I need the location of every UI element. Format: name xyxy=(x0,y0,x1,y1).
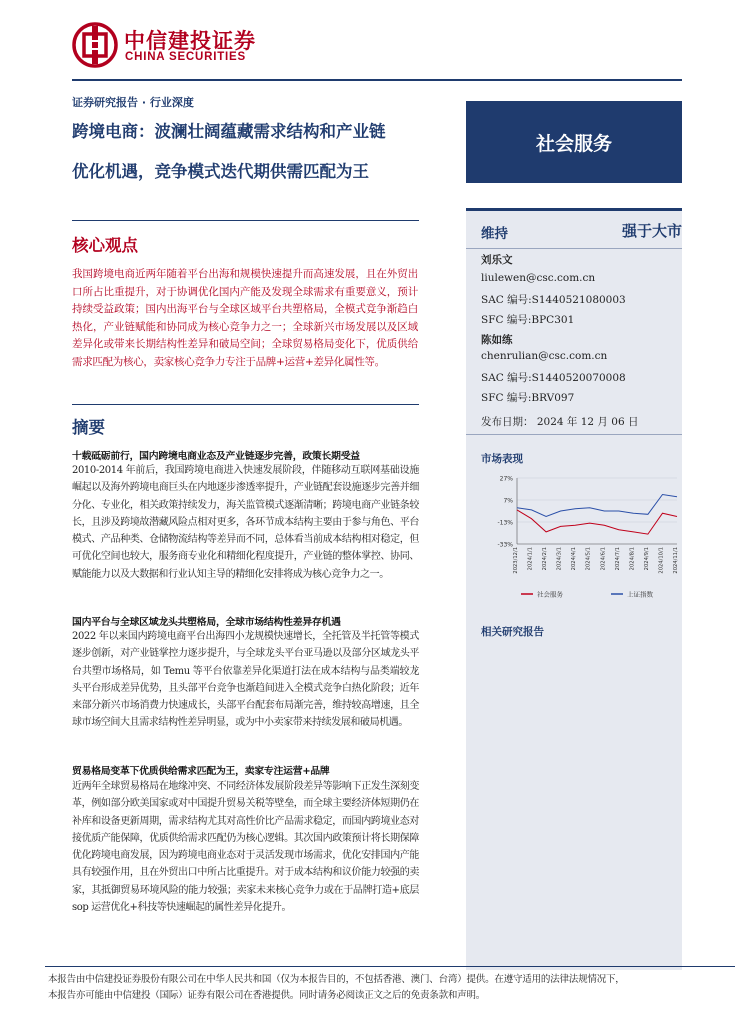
section-divider xyxy=(72,220,419,221)
sidebar-divider xyxy=(466,248,682,249)
analyst-email[interactable]: liulewen@csc.com.cn xyxy=(481,272,596,284)
summary-section-body: 近两年全球贸易格局在地缘冲突、不同经济体发展阶段差异等影响下正发生深刻变革，例如部分欧美国家或对中国提升贸易关税等壁垒，而全球主要经济体短期仍在补库和设备更新周期，需求结构尤其对高性价比产品需求稳定，而国内跨境业态对接优质产能保障，优质供给需求匹配仍为核心逻辑。其次国内政策预计将长期保障优化跨境电商发展，因为跨境电商业态对于灵活发现市场需求，优化安排国内产能具有较强作用，且在外贸出口中所占比重提升。对于成本结构和议价能力较强的卖家，其抵御贸易环境风险的能力较强；卖家未来核心竞争力或在于品牌打造+底层 sop 运营优化+科技等快速崛起的属性差异化提升。 xyxy=(72,781,419,914)
citic-logo-icon xyxy=(72,22,118,68)
summary-heading: 摘要 xyxy=(72,418,105,437)
chart-x-tick-label: 2024/7/1 xyxy=(614,547,621,571)
rating-action: 维持 xyxy=(481,226,508,242)
rating-value: 强于大市 xyxy=(622,222,683,240)
chart-x-tick-label: 2024/5/1 xyxy=(585,547,592,571)
chart-y-tick-label: 7% xyxy=(503,497,513,505)
chart-x-tick-label: 2024/2/1 xyxy=(542,547,549,571)
chart-x-tick-label: 2024/10/1 xyxy=(658,547,665,574)
sector-badge: 社会服务 xyxy=(466,101,682,183)
disclaimer-line: 本报告亦可能由中信建投（国际）证券有限公司在香港提供。同时请务必阅读正文之后的免责条款和声明。 xyxy=(48,990,486,1001)
summary-section-heading: 贸易格局变革下优质供给需求匹配为王，卖家专注运营+品牌 xyxy=(72,766,330,777)
chart-y-tick-label: -13% xyxy=(497,519,513,527)
disclaimer xyxy=(48,972,738,1004)
sidebar-divider xyxy=(466,434,682,435)
analyst-name: 陈如练 xyxy=(481,334,513,346)
chart-x-tick-label: 2024/4/1 xyxy=(571,547,578,571)
logo-chinese-name: 中信建投证券 xyxy=(124,29,256,53)
chart-series-line xyxy=(517,495,677,517)
chart-x-tick-label: 2024/3/1 xyxy=(556,547,563,571)
core-view-text: 我国跨境电商近两年随着平台出海和规模快速提升而高速发展，且在外贸出口所占比重提升，对于协调优化国内产能及发现全球需求有重要意义，预计持续受益政策；国内出海平台与全球区域平台共塑格局，全模式竞争渐趋白热化，产业链赋能和协同成为核心竞争力之一；全球新兴市场发展以及区域差异化或带来长期结构性差异和破局空间；全球贸易格局变化下，优质供给需求匹配为核心，卖家核心竞争力专注于品牌+运营+差异化属性等。 xyxy=(72,268,418,368)
chart-legend-label: 社会服务 xyxy=(537,590,563,599)
chart-x-tick-label: 2024/11/1 xyxy=(673,547,679,574)
chart-legend-label: 上证指数 xyxy=(627,590,653,599)
chart-x-tick-label: 2024/9/1 xyxy=(643,547,650,571)
summary-section-heading: 国内平台与全球区域龙头共塑格局，全球市场结构性差异存机遇 xyxy=(72,617,341,628)
chart-x-tick-label: 2024/6/1 xyxy=(600,547,607,571)
analyst-sac-id: SAC 编号:S1440521080003 xyxy=(481,294,626,306)
analyst-sfc-id: SFC 编号:BPC301 xyxy=(481,314,575,326)
summary-section-heading: 十载砥砺前行，国内跨境电商业态及产业链逐步完善，政策长期受益 xyxy=(72,451,360,462)
header-divider xyxy=(72,79,682,81)
chart-title: 市场表现 xyxy=(481,453,523,465)
report-title-line-1: 跨境电商：波澜壮阔蕴藏需求结构和产业链 xyxy=(72,122,386,141)
report-title-line-2: 优化机遇，竞争模式迭代期供需匹配为王 xyxy=(72,162,369,181)
chart-x-tick-label: 2023/12/1 xyxy=(513,547,519,574)
core-view-heading: 核心观点 xyxy=(72,236,138,255)
analyst-sac-id: SAC 编号:S1440520070008 xyxy=(481,372,626,384)
publish-date: 发布日期： 2024 年 12 月 06 日 xyxy=(481,416,639,428)
analyst-email[interactable]: chenrulian@csc.com.cn xyxy=(481,350,608,362)
market-performance-chart xyxy=(481,466,681,606)
chart-y-tick-label: 27% xyxy=(499,475,513,483)
chart-y-tick-label: -33% xyxy=(497,541,513,549)
section-divider xyxy=(72,404,419,405)
summary-section-body: 2022 年以来国内跨境电商平台出海四小龙规模快速增长，全托管及半托管等模式逐步创新，对产业链掌控力逐步提升，与全球龙头平台亚马逊以及部分区域龙头平台共塑市场格局，如 Temu 等平台依靠差异化渠道打法在成本结构与品类端较龙头平台形成差异优势，且头部平台竞争也渐趋间进入全模式竞争白热化阶段；近年来部分新兴市场消费力快速成长，头部平台配套布局渐完善，维持较高增速，且全球市场空间大且需求结构性差异明显，或为中小卖家带来持续发展和破局机遇。 xyxy=(72,631,419,729)
company-logo xyxy=(72,22,262,68)
related-reports-heading: 相关研究报告 xyxy=(481,626,544,638)
analyst-name: 刘乐文 xyxy=(481,254,513,266)
logo-english-name: CHINA SECURITIES xyxy=(125,51,246,63)
disclaimer-line: 本报告由中信建投证券股份有限公司在中华人民共和国（仅为本报告目的，不包括香港、澳门、台湾）提供。在遵守适用的法律法规情况下， xyxy=(48,974,625,985)
analyst-sfc-id: SFC 编号:BRV097 xyxy=(481,392,575,404)
chart-x-tick-label: 2024/8/1 xyxy=(629,547,636,571)
report-type: 证券研究报告 · 行业深度 xyxy=(72,96,194,109)
footer-divider xyxy=(45,966,735,967)
summary-section-body: 2010-2014 年前后，我国跨境电商进入快速发展阶段，伴随移动互联网基础设施崛起以及海外跨境电商巨头在内地逐步渗透率提升，产业链配套设施逐步完善并细分化、专业化，相关政策持续发力，海关监管模式逐渐清晰；跨境电商产业链条较长，且涉及跨境故潜藏风险点相对更多，各环节成本结构主要由于参与角色、平台模式、产品种类、仓储物流结构等差异而不同，总体看当前成本结构相对稳定，但可优化空间也较大，服务商专业化和精细化程度提升，产业链的整体掌控、协同、赋能能力以及大数据和行业认知主导的精细化安排将成为核心竞争力之一。 xyxy=(72,465,419,580)
chart-x-tick-label: 2024/1/1 xyxy=(527,547,534,571)
